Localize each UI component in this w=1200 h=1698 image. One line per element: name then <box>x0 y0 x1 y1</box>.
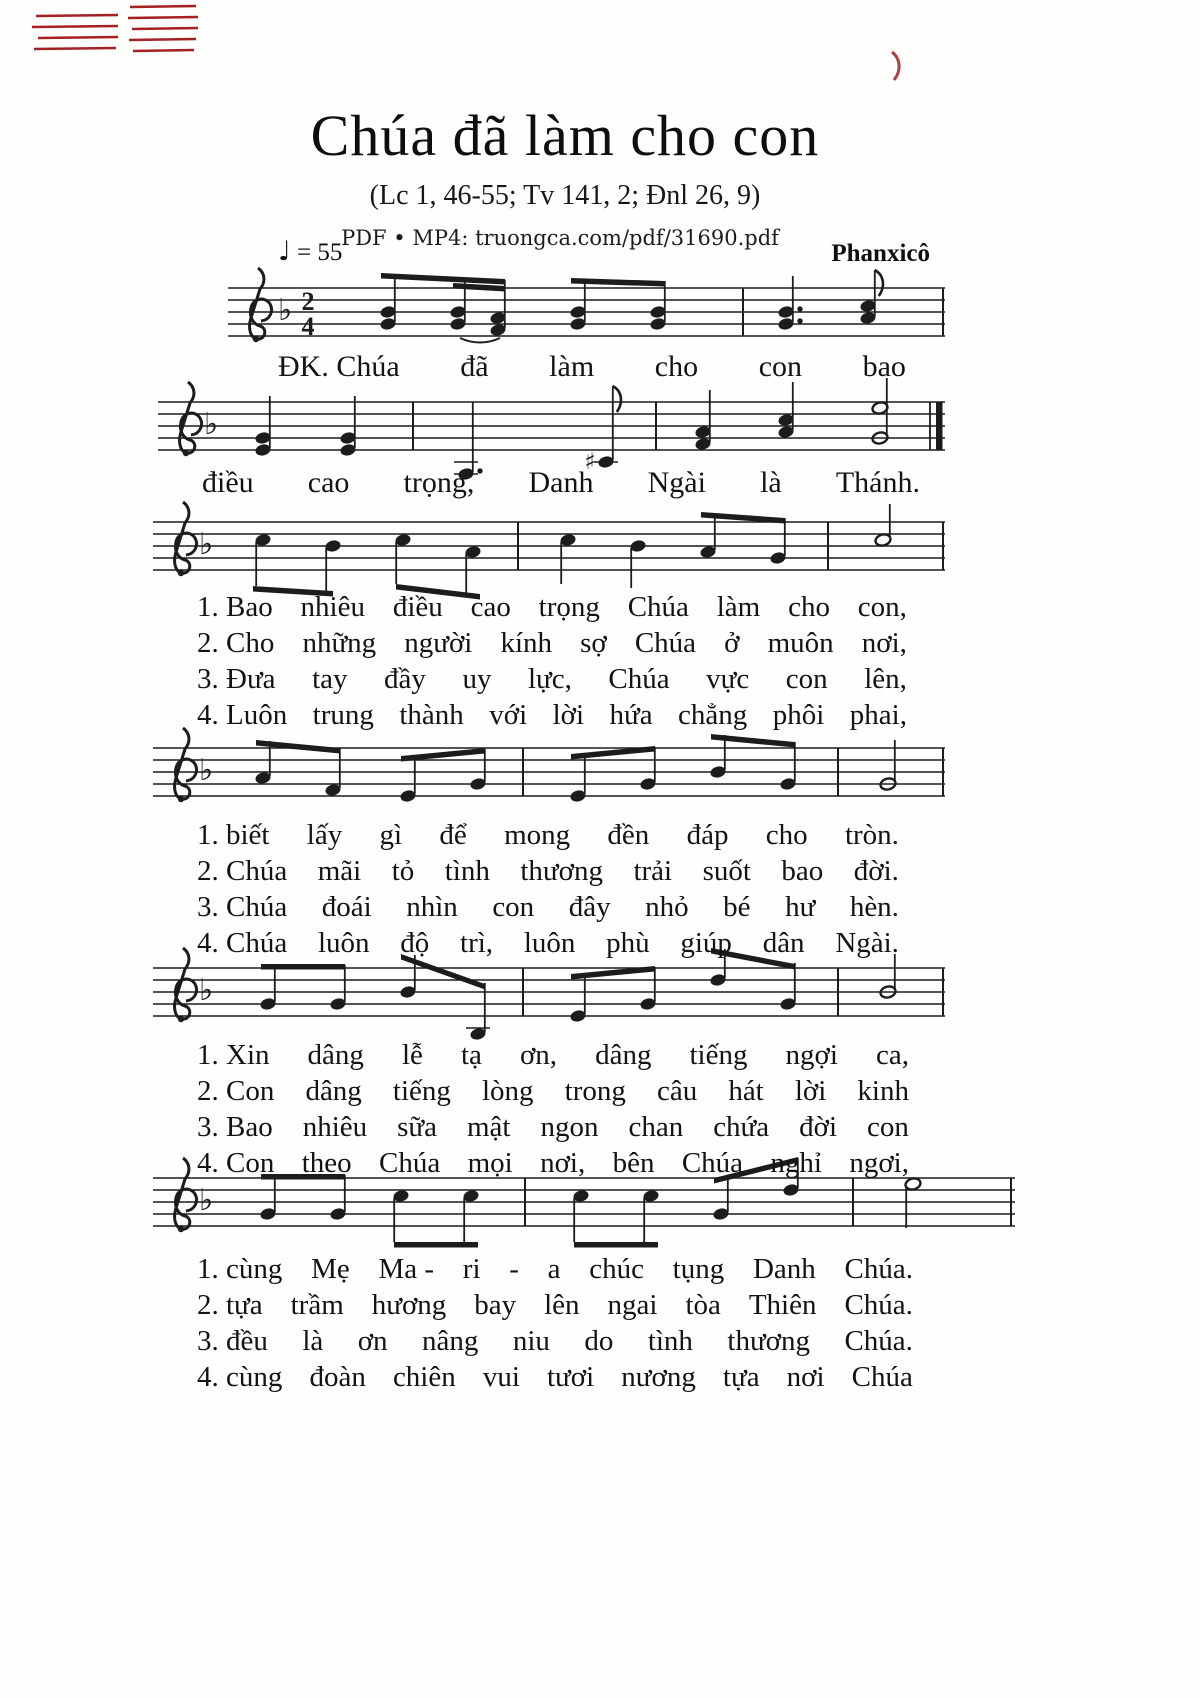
lyric-word: hèn. <box>849 891 899 923</box>
lyric-word: tươi <box>547 1361 595 1393</box>
lyric-word: tạ <box>460 1039 482 1071</box>
lyric-word: bao <box>781 855 824 887</box>
treble-clef-icon <box>175 502 197 576</box>
lyric-word: muôn <box>767 627 834 659</box>
lyric-word: làm <box>716 591 761 623</box>
lyric-word: đời. <box>853 855 899 887</box>
beam <box>256 740 340 754</box>
verse-b-line-4 <box>197 926 899 960</box>
lyric-word: trọng <box>538 591 600 623</box>
lyric-word: trung <box>312 699 374 731</box>
verse-d-line-2 <box>197 1288 913 1322</box>
lyric-word: sữa <box>397 1111 437 1143</box>
half-note <box>871 378 888 445</box>
eighth-note <box>324 539 341 591</box>
lyric-word: 4. Con <box>197 1147 275 1179</box>
eighth-note <box>569 755 586 803</box>
lyric-word: mãi <box>317 855 362 887</box>
lyric-word: Mẹ <box>311 1253 350 1285</box>
lyric-word: lòng <box>482 1075 534 1107</box>
staff-system-3 <box>153 492 945 604</box>
sharp-sign-icon: ♯ <box>584 449 596 475</box>
lyric-word: 4. Chúa <box>197 927 288 959</box>
tempo-value: = 55 <box>297 239 343 266</box>
lyric-word: độ <box>400 927 430 959</box>
lyric-word: chan <box>628 1111 684 1143</box>
eighth-note <box>779 963 796 1011</box>
lyric-word: cho <box>788 591 830 623</box>
lyric-word: là <box>760 466 782 499</box>
lyric-word: với <box>489 699 528 731</box>
beam <box>453 283 505 292</box>
beam <box>394 1242 478 1248</box>
lyric-word: ĐK. Chúa <box>278 350 400 383</box>
lyric-word: cao <box>470 591 511 623</box>
lyric-word: chúc <box>589 1253 644 1285</box>
lyric-word: tay <box>312 663 348 695</box>
lyric-word: luôn <box>523 927 576 959</box>
lyric-word: ơn <box>357 1325 388 1357</box>
eighth-note <box>329 965 346 1011</box>
lyric-word: tiếng <box>689 1039 748 1071</box>
lyric-word: nương <box>621 1361 696 1393</box>
eighth-note <box>572 1189 589 1242</box>
lyric-word: bên <box>612 1147 655 1179</box>
lyric-word: đáp <box>686 819 729 851</box>
lyric-word: trải <box>633 855 673 887</box>
lyric-word: giúp <box>680 927 732 959</box>
verse-c-line-2 <box>197 1074 909 1108</box>
lyric-word: Chúa <box>379 1147 441 1179</box>
lyric-word: vui <box>482 1361 520 1393</box>
lyric-word: nâng <box>422 1325 479 1357</box>
flat-sign-icon: ♭ <box>204 407 219 442</box>
lyric-word: 1. Xin <box>197 1039 270 1071</box>
lyric-word: nơi, <box>540 1147 586 1179</box>
lyric-word: nơi, <box>861 627 907 659</box>
lyric-word: tụng <box>672 1253 725 1285</box>
lyric-word: Chúa. <box>844 1253 913 1285</box>
flat-sign-icon: ♭ <box>278 293 293 328</box>
lyric-word: Chúa <box>681 1147 744 1179</box>
lyric-word: theo <box>301 1147 352 1179</box>
lyric-word: để <box>439 819 467 851</box>
lyric-word: hương <box>371 1289 447 1321</box>
lyric-word: cho <box>765 819 808 851</box>
lyric-word: câu <box>656 1075 698 1107</box>
lyric-word: dân <box>762 927 805 959</box>
verse-c-line-4 <box>197 1146 909 1180</box>
eighth-note <box>259 1175 276 1221</box>
lyric-word: lời <box>552 699 585 731</box>
lyric-word: gì <box>379 819 403 851</box>
lyric-word: ngai <box>607 1289 658 1321</box>
lyric-word: nhìn <box>406 891 458 923</box>
composer-name: Phanxicô <box>831 240 930 267</box>
lyric-word: điều <box>202 466 254 499</box>
lyric-word: chiên <box>392 1361 456 1393</box>
lyric-word: tình <box>647 1325 693 1357</box>
flat-sign-icon: ♭ <box>199 1183 214 1218</box>
lyric-word: 1. biết <box>197 819 270 851</box>
verse-c-line-1 <box>197 1038 909 1072</box>
eighth-note <box>584 386 621 475</box>
treble-clef-icon <box>180 382 202 456</box>
staff-system-4 <box>153 718 945 830</box>
lyric-word: 2. Con <box>197 1075 275 1107</box>
lyric-word: 3. Chúa <box>197 891 288 923</box>
lyric-word: ca, <box>876 1039 909 1071</box>
lyric-word: ri <box>462 1253 481 1285</box>
eighth-note <box>329 1175 346 1221</box>
lyric-word: 3. đều <box>197 1325 268 1357</box>
lyric-word: trọng, <box>403 466 475 499</box>
lyric-word: 2. Cho <box>197 627 275 659</box>
verse-d-line-3 <box>197 1324 913 1358</box>
lyric-word: Ngài <box>647 466 706 499</box>
lyric-word: con, <box>857 591 907 623</box>
lyric-word: lễ <box>401 1039 423 1071</box>
lyric-word: tựa <box>722 1361 760 1393</box>
beam <box>381 273 505 285</box>
lyric-word: điều <box>392 591 443 623</box>
treble-clef-icon <box>175 948 197 1022</box>
lyric-word: hát <box>728 1075 764 1107</box>
treble-clef-icon <box>175 1158 197 1232</box>
lyric-word: mọi <box>467 1147 513 1179</box>
lyric-word: trầm <box>290 1289 344 1321</box>
verse-b-line-2 <box>197 854 899 888</box>
scan-artifact-red-mark <box>884 48 910 84</box>
lyric-word: phôi <box>772 699 825 731</box>
lyric-word: đầy <box>384 663 426 695</box>
lyric-word: bay <box>474 1289 517 1321</box>
refrain-line-2 <box>202 466 920 500</box>
lyric-word: lên <box>544 1289 580 1321</box>
lyric-word: phai, <box>849 699 907 731</box>
flat-sign-icon: ♭ <box>199 753 214 788</box>
lyric-word: Thánh. <box>835 466 920 499</box>
lyric-word: những <box>302 627 377 659</box>
lyric-word: trong <box>564 1075 626 1107</box>
lyric-word: dâng <box>307 1039 364 1071</box>
quarter-note-icon: ♩ <box>278 236 291 267</box>
beam <box>711 734 795 748</box>
lyric-word: thương <box>727 1325 811 1357</box>
lyric-word: ngơi, <box>849 1147 909 1179</box>
eighth-note <box>259 965 276 1011</box>
lyric-word: đền <box>607 819 650 851</box>
lyric-word: 2. tựa <box>197 1289 263 1321</box>
lyric-word: lời <box>794 1075 827 1107</box>
lyric-word: con <box>492 891 535 923</box>
lyric-word: 1. Bao <box>197 591 273 623</box>
lyric-word: 1. cùng <box>197 1253 283 1285</box>
tie <box>460 338 500 343</box>
lyric-word: trì, <box>460 927 494 959</box>
lyric-word: suốt <box>702 855 751 887</box>
lyric-word: cho <box>654 350 699 383</box>
eighth-note <box>469 749 486 791</box>
lyric-word: Chúa <box>608 663 670 695</box>
verse-d-line-4 <box>197 1360 913 1394</box>
lyric-word: lực, <box>527 663 572 695</box>
lyric-word: đời <box>799 1111 838 1143</box>
lyric-word: uy <box>462 663 492 695</box>
lyric-word: mật <box>466 1111 511 1143</box>
lyric-word: Chúa. <box>844 1325 913 1357</box>
lyric-word: Ma - <box>378 1253 435 1285</box>
flat-sign-icon: ♭ <box>199 527 214 562</box>
quarter-note <box>629 539 646 588</box>
lyric-word: sợ <box>580 627 607 659</box>
lyric-word: kính <box>500 627 553 659</box>
lyric-word: bé <box>723 891 751 923</box>
lyric-word: đoàn <box>309 1361 366 1393</box>
verse-b-line-1 <box>197 818 899 852</box>
eighth-note <box>569 975 586 1023</box>
lyric-word: con <box>785 663 828 695</box>
lyric-word: dâng <box>595 1039 652 1071</box>
lyric-word: chẳng <box>678 699 748 731</box>
time-signature-numerator: 2 <box>301 287 315 316</box>
final-barline-thick <box>936 402 943 450</box>
lyric-word: mong <box>504 819 571 851</box>
verse-a-line-2 <box>197 626 907 660</box>
lyric-word: chứa <box>713 1111 770 1143</box>
lyric-word: nhiêu <box>300 591 365 623</box>
lyric-word: làm <box>549 350 595 383</box>
eighth-note <box>639 967 656 1011</box>
pdf-mp4-link-text: PDF • MP4: truongca.com/pdf/31690.pdf <box>341 226 779 250</box>
time-signature-denominator: 4 <box>301 312 315 341</box>
lyric-word: Chúa <box>627 591 689 623</box>
verse-b-line-3 <box>197 890 899 924</box>
lyric-word: a <box>547 1253 561 1285</box>
page-title: Chúa đã làm cho con <box>310 103 820 168</box>
lyric-word: 2. Chúa <box>197 855 288 887</box>
eighth-note <box>254 533 271 586</box>
eighth-note <box>699 513 716 559</box>
lyric-word: ơn, <box>519 1039 558 1071</box>
lyric-word: tỏ <box>391 855 415 887</box>
lyric-word: người <box>404 627 473 659</box>
lyric-word: là <box>302 1325 324 1357</box>
treble-clef-icon <box>250 268 272 342</box>
lyric-word: 3. Đưa <box>197 663 276 695</box>
eighth-note <box>379 275 396 331</box>
lyric-word: Chúa <box>634 627 697 659</box>
verse-a-line-3 <box>197 662 907 696</box>
lyric-word: niu <box>512 1325 550 1357</box>
half-note <box>874 504 891 547</box>
eighth-note <box>392 1189 409 1242</box>
eighth-note <box>712 1179 729 1221</box>
lyric-word: hứa <box>609 699 653 731</box>
lyric-word: bao <box>862 350 906 383</box>
eighth-note <box>769 518 786 565</box>
eighth-note <box>639 747 656 791</box>
lyric-word: Ngài. <box>835 927 899 959</box>
verse-a-line-1 <box>197 590 907 624</box>
lyric-word: vực <box>706 663 750 695</box>
quarter-note <box>694 390 711 451</box>
lyric-word: nhỏ <box>645 891 689 923</box>
lyric-word: tiếng <box>392 1075 451 1107</box>
eighth-note <box>399 757 416 803</box>
lyric-word: hư <box>785 891 816 923</box>
lyric-word: ngợi <box>785 1039 838 1071</box>
lyric-word: 4. Luôn <box>197 699 288 731</box>
verse-d-line-1 <box>197 1252 913 1286</box>
lyric-word: Chúa. <box>844 1289 913 1321</box>
lyric-word: ở <box>724 627 740 659</box>
lyric-word: tòa <box>685 1289 721 1321</box>
lyric-word: dâng <box>305 1075 362 1107</box>
scripture-reference: (Lc 1, 46-55; Tv 141, 2; Đnl 26, 9) <box>369 180 761 211</box>
scan-artifact-red-staff-fragment <box>28 0 208 62</box>
eighth-note <box>642 1189 659 1242</box>
lyric-word: đã <box>460 350 489 383</box>
lyric-word: con <box>867 1111 909 1143</box>
lyric-word: phù <box>606 927 650 959</box>
lyric-word: - <box>509 1253 519 1285</box>
lyric-word: tròn. <box>844 819 899 851</box>
lyric-word: ngon <box>540 1111 599 1143</box>
lyric-word: kinh <box>857 1075 909 1107</box>
lyric-word: đoái <box>321 891 372 923</box>
quarter-note <box>777 276 802 331</box>
eighth-note <box>859 270 883 325</box>
lyric-word: đây <box>568 891 611 923</box>
lyric-word: thương <box>520 855 603 887</box>
lyric-word: luôn <box>317 927 370 959</box>
beam <box>574 1242 658 1248</box>
lyric-word: Danh <box>528 466 594 499</box>
lyric-word: nơi <box>786 1361 825 1393</box>
eighth-note <box>779 742 796 791</box>
quarter-note <box>777 382 794 439</box>
eighth-note <box>462 1189 479 1242</box>
lyric-word: do <box>584 1325 614 1357</box>
lyric-word: cao <box>307 466 350 499</box>
beam <box>261 964 345 970</box>
verse-c-line-3 <box>197 1110 909 1144</box>
lyric-word: lấy <box>306 819 343 851</box>
lyric-word: 3. Bao <box>197 1111 273 1143</box>
verse-a-line-4 <box>197 698 907 732</box>
lyric-word: Thiên <box>748 1289 817 1321</box>
lyric-word: 4. cùng <box>197 1361 283 1393</box>
treble-clef-icon <box>175 728 197 802</box>
lyric-word: Chúa <box>851 1361 913 1393</box>
lyric-word: con <box>758 350 803 383</box>
lyric-word: nhiêu <box>302 1111 368 1143</box>
eighth-note <box>569 279 586 331</box>
lyric-word: lên, <box>864 663 907 695</box>
flat-sign-icon: ♭ <box>199 973 214 1008</box>
refrain-line-1 <box>278 350 906 384</box>
lyric-word: nghỉ <box>770 1147 822 1179</box>
lyric-word: thành <box>399 699 464 731</box>
lyric-word: tình <box>444 855 490 887</box>
lyric-word: Danh <box>752 1253 816 1285</box>
eighth-note <box>709 735 726 779</box>
